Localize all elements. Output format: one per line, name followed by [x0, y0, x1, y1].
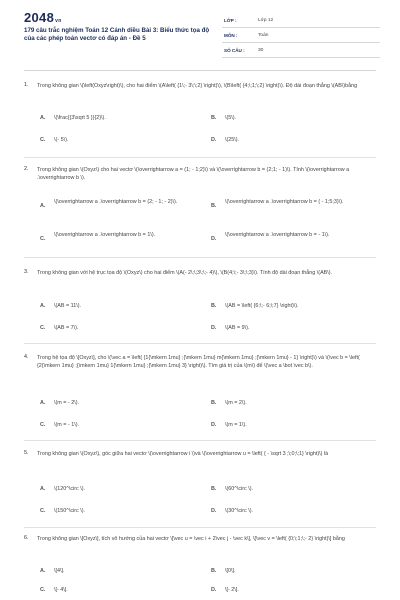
option-text: \(m = - 1\). — [54, 422, 80, 428]
option-text: \(25\). — [225, 137, 240, 143]
option-letter: D. — [211, 236, 217, 242]
option-text: \(m = 2\). — [225, 400, 247, 406]
meta-row-subject — [222, 28, 380, 43]
option-letter: A. — [40, 568, 46, 574]
option-letter: C. — [40, 236, 46, 242]
document-meta — [222, 13, 380, 58]
question-text: Trong không gian \(\left(Oxyz\right)\), cho hai điểm \(A\left( {1\;- 3\;\;2} \right)\), \(B\left( {4;\;1;\;2} \right)\). Độ dài đoạn thẳng \(AB\)bằng — [37, 83, 358, 89]
option-text: \(AB = 11\). — [54, 303, 82, 309]
option-text: \(5\). — [225, 115, 237, 121]
option-letter: D. — [211, 422, 217, 428]
meta-row-class — [222, 13, 380, 28]
option-letter: B. — [211, 486, 217, 492]
option-letter: D. — [211, 587, 217, 593]
option-letter: A. — [40, 303, 46, 309]
option-text: \(\overrightarrow a .\overrightarrow b = (2; - 1; - 2)\). — [54, 199, 178, 205]
option-letter: C. — [40, 137, 46, 143]
question-text: Trong không gian \(Oxyz\), góc giữa hai vectơ \(\overrightarrow i \)và \(\overrightarrow u = \left( { - \sqrt 3 ;\;0;\;1} \right)\) là — [37, 451, 329, 457]
option-letter: D. — [211, 508, 217, 514]
question-number: 2. — [24, 166, 29, 172]
option-letter: C. — [40, 325, 46, 331]
option-text: \(AB = \left( {6;\;- 6;\;7} \right)\). — [225, 303, 299, 309]
option-text: \(150^\circ \). — [54, 508, 85, 514]
option-text: \(30^\circ \). — [225, 508, 253, 514]
option-letter: C. — [40, 587, 46, 593]
option-text: \(60^\circ \). — [225, 486, 253, 492]
option-letter: B. — [211, 568, 217, 574]
option-letter: C. — [40, 508, 46, 514]
logo-text: 2048 — [24, 10, 55, 25]
question-text: Trong không gian \(Oxyz\) cho hai vectơ \(\overrightarrow a = (1; - 1;2)\) và \(\overrightarrow b = (2;1; - 1)\). Tính \(\overrightarrow a .\overrightarrow b \). — [37, 167, 350, 182]
document-title: 179 câu trắc nghiệm Toán 12 Cánh diều Bài 3: Biểu thức tọa độ của các phép toán vectơ có đáp án - Đề 5 — [24, 27, 210, 43]
page-header — [0, 0, 400, 66]
question-divider — [24, 527, 376, 528]
question-text: Trong không gian \[Oxyz\], tích vô hướng của hai vectơ \[\vec u = \vec i + 2\vec j - \vec k\], \[\vec v = \left( {0;\;1;\;- 2} \right)\] bằng — [37, 536, 345, 542]
meta-key: MÔN : — [224, 32, 238, 38]
option-letter: D. — [211, 137, 217, 143]
logo-suffix: vn — [55, 18, 62, 24]
site-logo[interactable] — [24, 10, 62, 25]
question-divider — [24, 257, 376, 258]
option-letter: A. — [40, 115, 46, 121]
option-text: \(m = 1\). — [225, 422, 247, 428]
meta-row-count — [222, 43, 380, 58]
option-letter: B. — [211, 400, 217, 406]
option-text: \(\overrightarrow a .\overrightarrow b = ( - 1;5;3)\). — [225, 199, 344, 205]
meta-key: LỚP : — [224, 17, 237, 23]
question-number: 1. — [24, 82, 29, 88]
option-text: \[0\]. — [225, 568, 236, 574]
meta-value: 30 — [258, 47, 264, 53]
question-divider — [24, 343, 376, 344]
option-letter: B. — [211, 303, 217, 309]
option-text: \(\overrightarrow a .\overrightarrow b = - 1\). — [225, 232, 330, 238]
meta-value: Toán — [258, 32, 269, 38]
option-text: \(120^\circ \). — [54, 486, 85, 492]
option-text: \[- 2\]. — [225, 587, 239, 593]
option-letter: D. — [211, 325, 217, 331]
option-letter: B. — [211, 115, 217, 121]
question-number: 4. — [24, 354, 29, 360]
option-text: \(- 5\). — [54, 137, 69, 143]
question-number: 6. — [24, 535, 29, 541]
question-text: Trong không gian với hệ trục tọa độ \(Oxyz\) cho hai điểm \(A(- 2\;\;3\;\;- 4)\), \(B(4;\;- 3\;\;3)\). Tính độ dài đoạn thẳng \(AB\). — [37, 270, 333, 276]
option-letter: C. — [40, 422, 46, 428]
option-text: \[4\]. — [54, 568, 65, 574]
header-divider — [24, 70, 376, 71]
option-text: \(\frac{{3\sqrt 5 }}{2}\). — [54, 115, 106, 121]
question-number: 5. — [24, 450, 29, 456]
option-text: \[- 4\]. — [54, 587, 68, 593]
question-divider — [24, 440, 376, 441]
option-letter: A. — [40, 400, 46, 406]
option-letter: B. — [211, 203, 217, 209]
meta-value: Lớp 12 — [258, 17, 274, 23]
meta-key: SỐ CÂU : — [224, 47, 245, 53]
option-text: \(AB = 7\). — [54, 325, 79, 331]
option-letter: A. — [40, 203, 46, 209]
option-letter: A. — [40, 486, 46, 492]
option-text: \(m = - 2\). — [54, 400, 80, 406]
question-number: 3. — [24, 269, 29, 275]
question-text: Trong hệ tọa độ \[Oxyz\], cho \(\vec a = \left( {1{\mkern 1mu} ;{\mkern 1mu} m{\mkern 1mu} ;{\mkern 1mu} - 1} \right)\) và \(\vec b = \left( {2{\mkern 1mu} ;{\mkern 1mu} 1{\mkern 1mu} ;{\mkern 1mu} 3} \right)\). Tìm giá trị của \(m\) để \(\vec a \bot \vec b\). — [37, 355, 360, 370]
question-divider — [24, 157, 376, 158]
option-text: \(\overrightarrow a .\overrightarrow b = 1\). — [54, 232, 156, 238]
option-text: \(AB = 9\). — [225, 325, 250, 331]
